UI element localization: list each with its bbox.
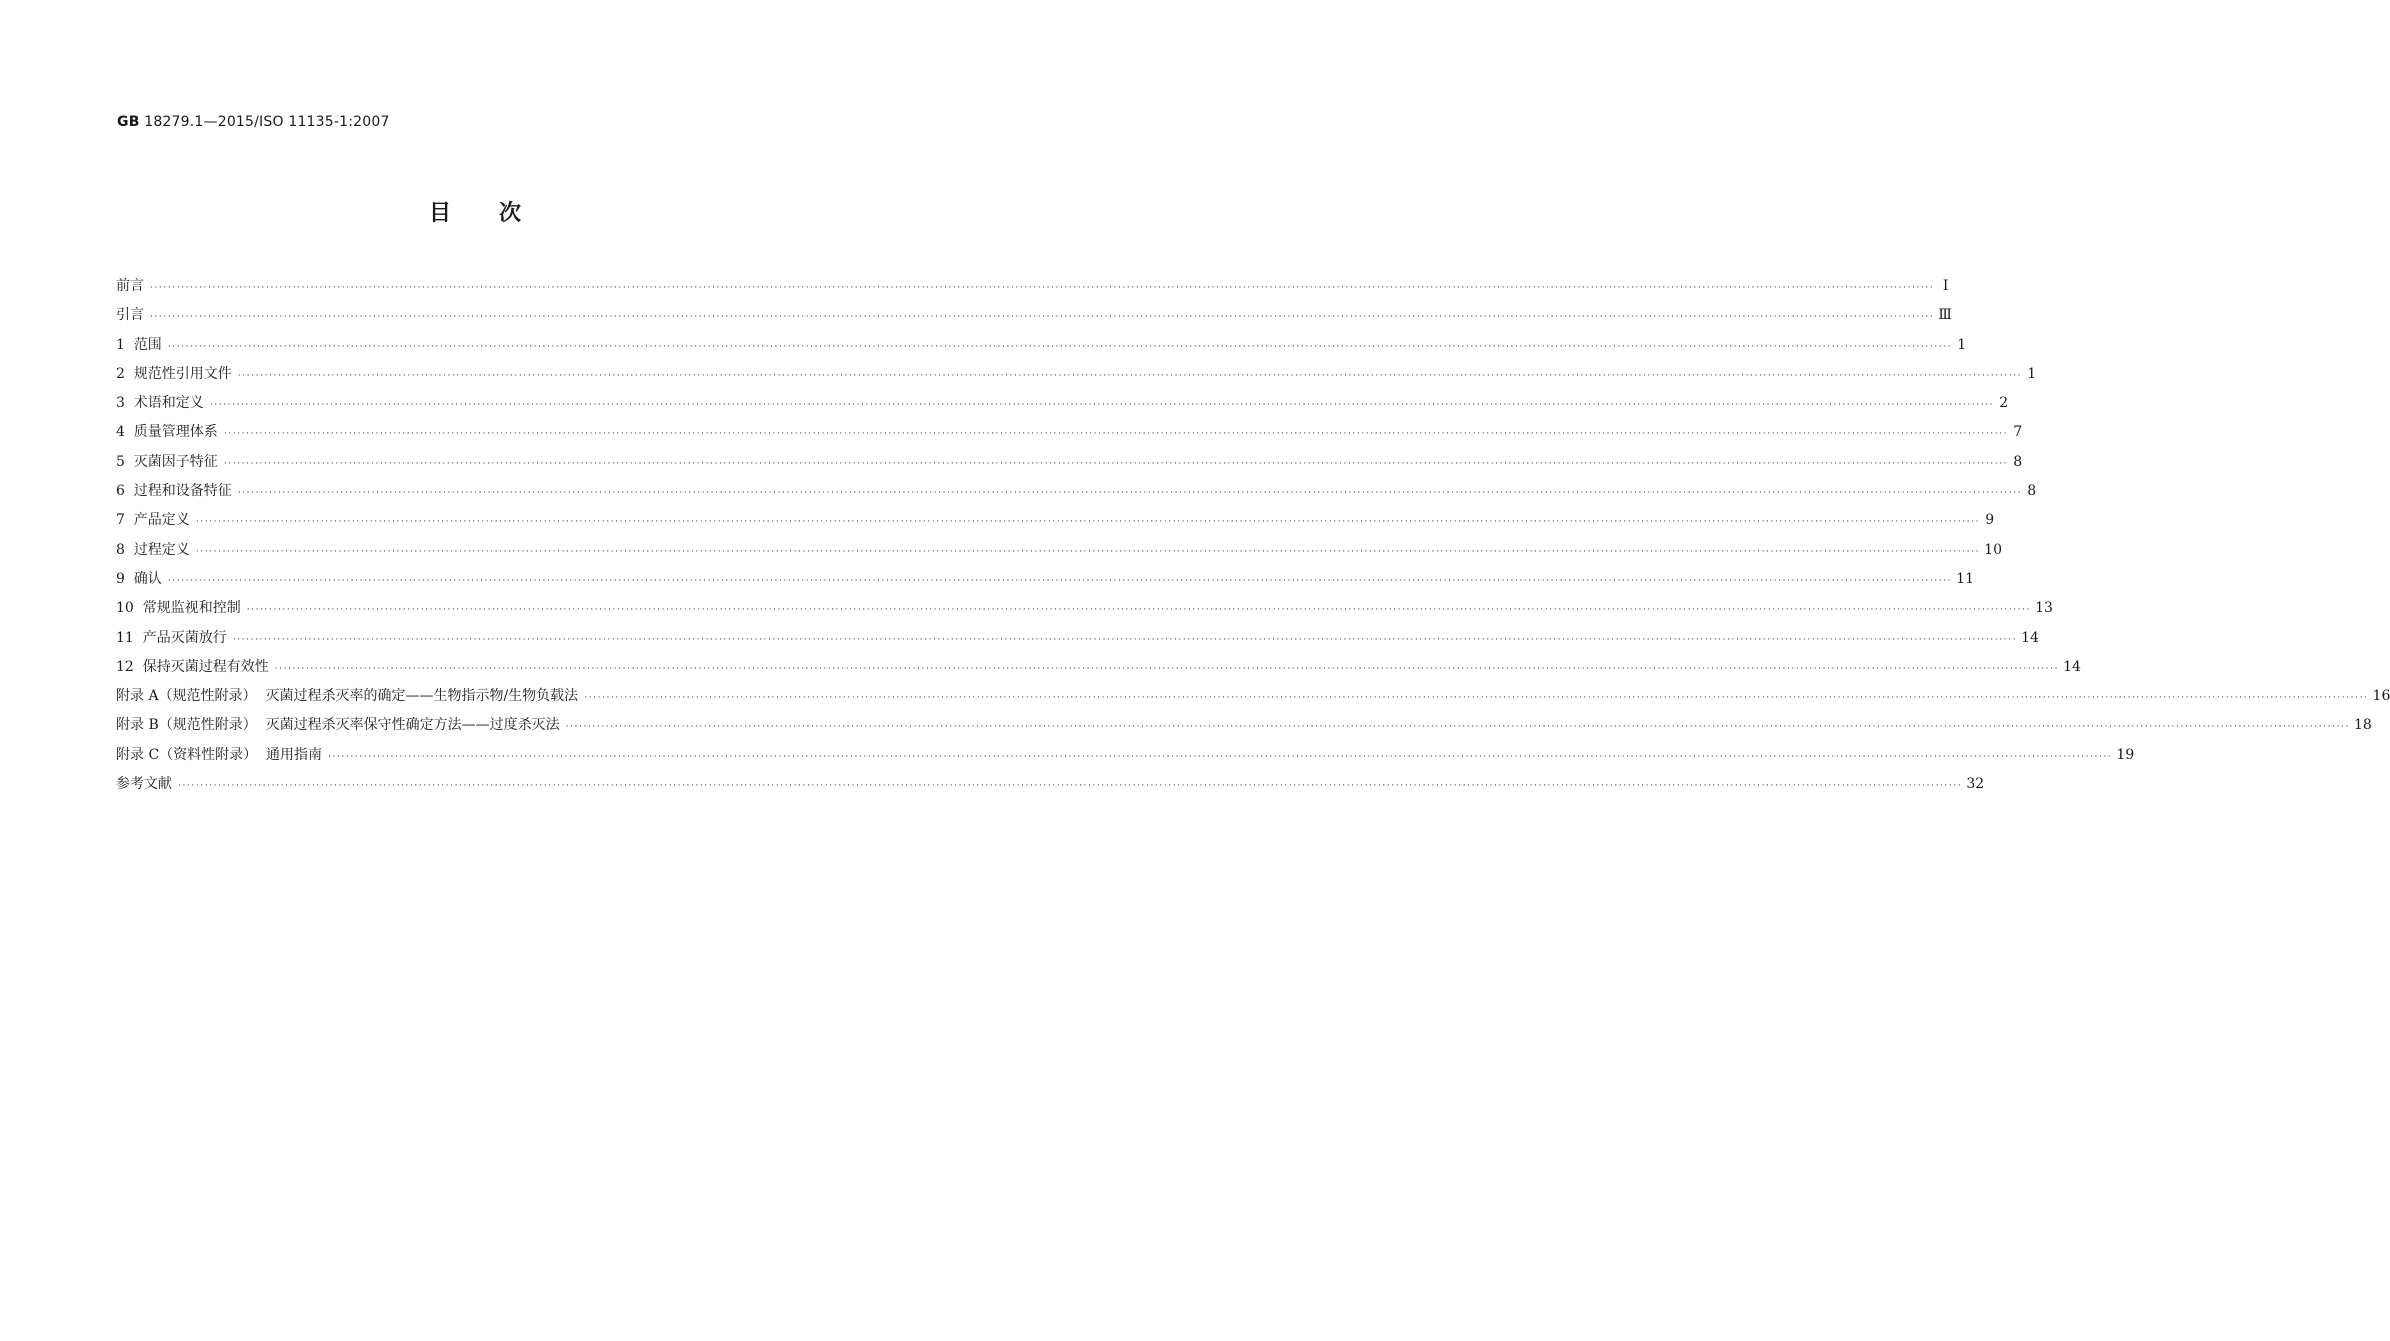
toc-entry-page: Ⅲ — [1938, 307, 1952, 324]
toc-entry[interactable] — [116, 741, 2135, 770]
toc-entry-label: 4 质量管理体系 — [116, 424, 218, 441]
toc-entry-page: 10 — [1984, 541, 2002, 558]
toc-entry-page: 13 — [2035, 600, 2053, 617]
toc-leader-dots: ················································································································································································································································································································································································································ — [223, 458, 2009, 469]
toc-entry-page: 11 — [1956, 570, 1974, 587]
toc-entry[interactable] — [116, 506, 1995, 535]
toc-leader-dots: ················································································································································································································································································································································································································ — [237, 488, 2023, 499]
toc-entry-label: 前言 — [116, 278, 144, 294]
toc-entry-page: Ⅰ — [1942, 278, 1949, 294]
toc-entry[interactable] — [116, 565, 1974, 594]
toc-entry-page: 1 — [1957, 336, 1967, 353]
toc-entry-label: 9 确认 — [116, 570, 162, 587]
table-of-contents — [116, 272, 2390, 799]
toc-entry[interactable] — [116, 272, 1949, 301]
toc-entry-label: 附录 C（资料性附录） 通用指南 — [116, 746, 323, 763]
toc-entry-page: 7 — [2013, 424, 2023, 441]
toc-leader-dots: ················································································································································································································································································································································································································ — [167, 341, 1953, 352]
toc-leader-dots: ················································································································································································································································································································································································································ — [237, 370, 2023, 381]
toc-entry[interactable] — [116, 331, 1967, 360]
toc-entry-label: 12 保持灭菌过程有效性 — [116, 658, 269, 675]
toc-leader-dots: ················································································································································································································································································································································································································ — [232, 634, 2018, 645]
toc-entry-label: 附录 A（规范性附录） 灭菌过程杀灭率的确定——生物指示物/生物负载法 — [116, 688, 579, 705]
toc-entry-label: 10 常规监视和控制 — [116, 600, 241, 617]
toc-entry-page: 2 — [1999, 395, 2009, 412]
toc-entry-label: 1 范围 — [116, 336, 162, 353]
toc-entry[interactable] — [116, 418, 2023, 447]
toc-leader-dots: ················································································································································································································································································································································································································ — [167, 575, 1953, 586]
toc-leader-dots: ················································································································································································································································································································································································································ — [150, 283, 1935, 293]
toc-entry[interactable] — [116, 389, 2009, 418]
standard-code — [117, 114, 390, 130]
toc-leader-dots: ················································································································································································································································································································································································································ — [584, 693, 2369, 704]
toc-leader-dots: ················································································································································································································································································································································································································ — [209, 400, 1995, 411]
toc-entry[interactable] — [116, 477, 2037, 506]
toc-leader-dots: ················································································································································································································································································································································································································ — [195, 546, 1981, 557]
toc-entry-page: 9 — [1985, 512, 1995, 529]
toc-entry-label: 6 过程和设备特征 — [116, 483, 232, 500]
toc-entry-label: 11 产品灭菌放行 — [116, 629, 227, 646]
toc-entry-page: 8 — [2013, 453, 2023, 470]
toc-entry-page: 19 — [2116, 746, 2135, 763]
toc-entry-page: 18 — [2353, 717, 2372, 734]
toc-leader-dots: ················································································································································································································································································································································································································ — [565, 722, 2350, 733]
toc-entry[interactable] — [116, 448, 2023, 477]
toc-entry-label: 附录 B（规范性附录） 灭菌过程杀灭率保守性确定方法——过度杀灭法 — [116, 717, 560, 734]
toc-entry[interactable] — [116, 301, 1952, 330]
toc-entry-label: 3 术语和定义 — [116, 395, 204, 412]
toc-entry-label: 7 产品定义 — [116, 512, 190, 529]
toc-entry[interactable] — [116, 624, 2039, 653]
toc-leader-dots: ················································································································································································································································································································································································································ — [178, 781, 1963, 792]
toc-entry[interactable] — [116, 360, 2037, 389]
toc-entry-page: 14 — [2063, 658, 2081, 675]
toc-entry[interactable] — [116, 594, 2053, 623]
toc-entry[interactable] — [116, 682, 2390, 711]
standard-code-prefix: GB — [117, 114, 140, 130]
toc-leader-dots: ················································································································································································································································································································································································································ — [274, 663, 2060, 674]
toc-entry-label: 5 灭菌因子特征 — [116, 453, 218, 470]
toc-leader-dots: ················································································································································································································································································································································································································ — [223, 429, 2009, 440]
toc-entry[interactable] — [116, 711, 2372, 740]
toc-entry-page: 1 — [2027, 365, 2037, 382]
toc-entry-page: 16 — [2372, 688, 2390, 705]
toc-leader-dots: ················································································································································································································································································································································································································ — [150, 312, 1935, 323]
standard-code-number: 18279.1—2015/ISO 11135-1:2007 — [139, 114, 390, 130]
toc-leader-dots: ················································································································································································································································································································································································································ — [328, 751, 2113, 762]
toc-entry-label: 2 规范性引用文件 — [116, 365, 232, 382]
toc-entry-label: 引言 — [116, 307, 144, 324]
toc-entry[interactable] — [116, 536, 2002, 565]
toc-entry-page: 32 — [1966, 776, 1985, 793]
toc-entry[interactable] — [116, 653, 2081, 682]
toc-entry[interactable] — [116, 770, 1985, 799]
toc-entry-label: 8 过程定义 — [116, 541, 190, 558]
toc-leader-dots: ················································································································································································································································································································································································································ — [195, 517, 1981, 528]
toc-leader-dots: ················································································································································································································································································································································································································ — [246, 605, 2032, 616]
toc-entry-label: 参考文献 — [116, 776, 172, 793]
page-title: 目次 — [428, 201, 569, 226]
toc-entry-page: 8 — [2027, 483, 2037, 500]
toc-entry-page: 14 — [2021, 629, 2039, 646]
